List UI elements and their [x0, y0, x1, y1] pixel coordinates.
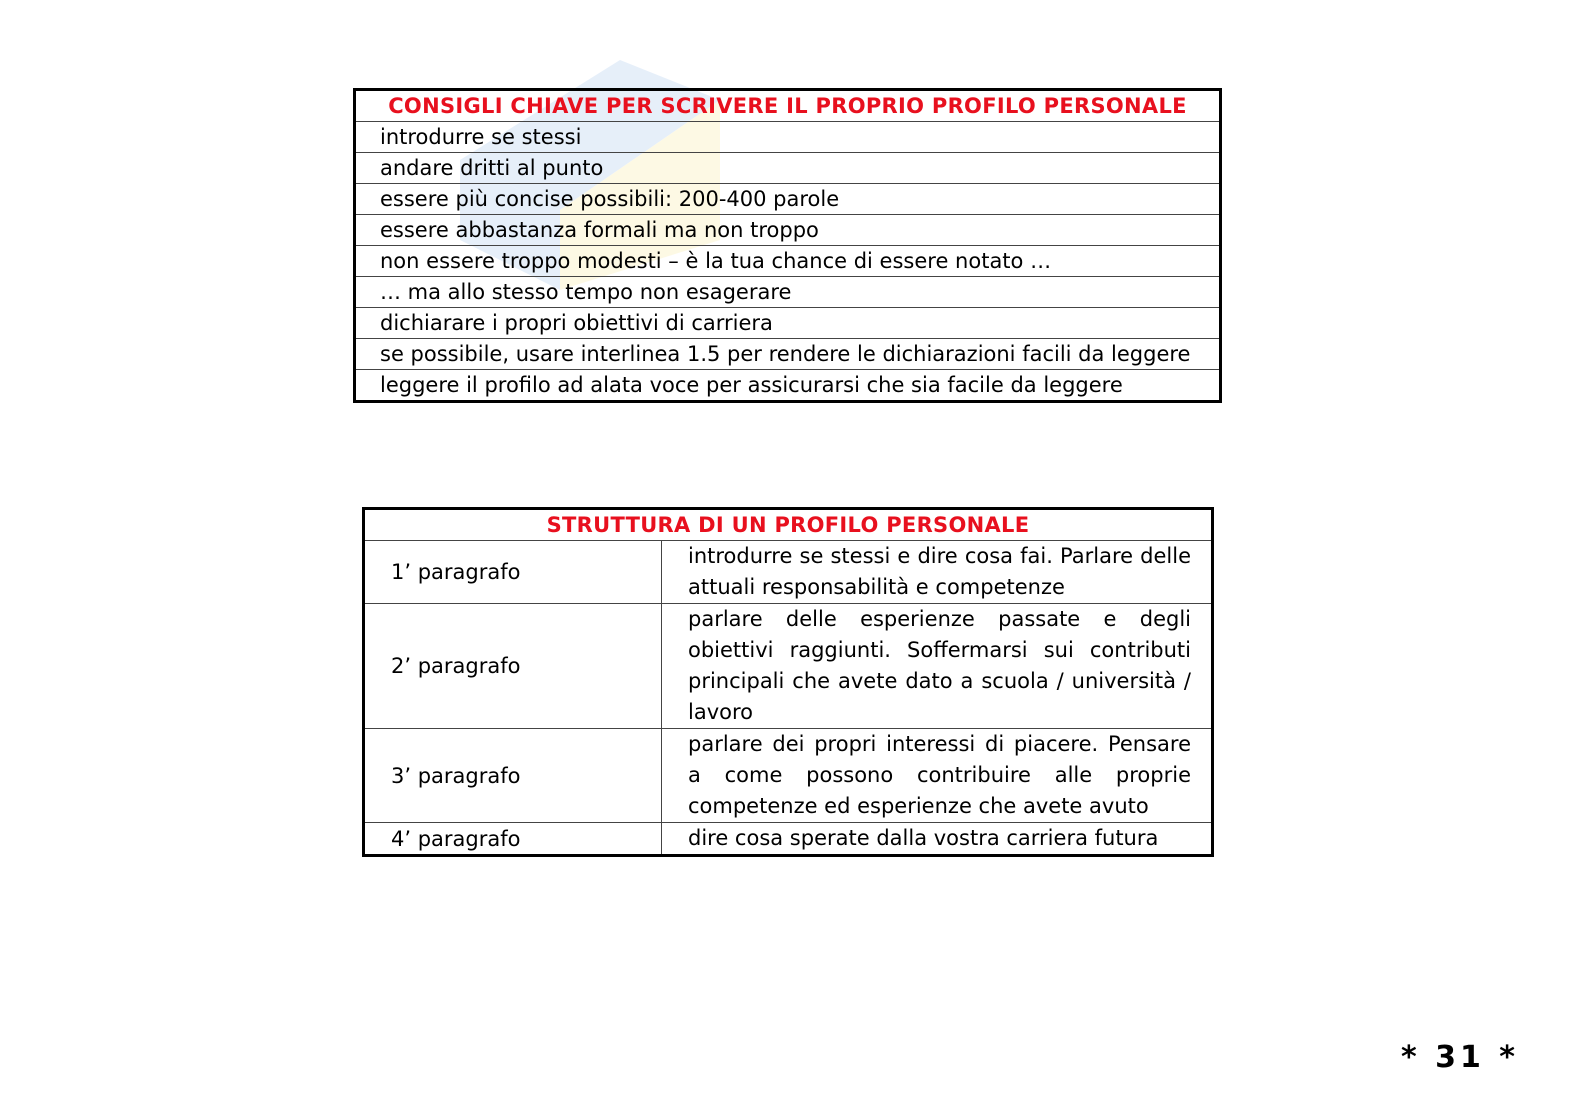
tip-item: non essere troppo modesti – è la tua chance di essere notato … — [355, 246, 1221, 277]
table-row — [364, 541, 1213, 604]
structure-table-title: STRUTTURA DI UN PROFILO PERSONALE — [364, 509, 1213, 541]
tip-item: dichiarare i propri obiettivi di carriera — [355, 308, 1221, 339]
tip-item: se possibile, usare interlinea 1.5 per rendere le dichiarazioni facili da leggere — [355, 339, 1221, 370]
tip-item: introdurre se stessi — [355, 122, 1221, 153]
table-row — [364, 823, 1213, 856]
structure-table — [362, 507, 1214, 857]
tips-table-title: CONSIGLI CHIAVE PER SCRIVERE IL PROPRIO PROFILO PERSONALE — [355, 90, 1221, 122]
table-row — [364, 604, 1213, 729]
tip-item: leggere il profilo ad alata voce per assicurarsi che sia facile da leggere — [355, 370, 1221, 402]
table-row — [364, 729, 1213, 823]
paragraph-label: 1’ paragrafo — [364, 541, 662, 604]
paragraph-label: 3’ paragrafo — [364, 729, 662, 823]
tip-item: andare dritti al punto — [355, 153, 1221, 184]
paragraph-description: introdurre se stessi e dire cosa fai. Parlare delle attuali responsabilità e competenze — [662, 541, 1213, 604]
paragraph-description: dire cosa sperate dalla vostra carriera futura — [662, 823, 1213, 856]
paragraph-description: parlare dei propri interessi di piacere. Pensare a come possono contribuire alle proprie competenze ed esperienze che avete avuto — [662, 729, 1213, 823]
tip-item: essere abbastanza formali ma non troppo — [355, 215, 1221, 246]
paragraph-description: parlare delle esperienze passate e degli obiettivi raggiunti. Soffermarsi sui contributi principali che avete dato a scuola / università / lavoro — [662, 604, 1213, 729]
paragraph-label: 4’ paragrafo — [364, 823, 662, 856]
tips-table — [353, 88, 1222, 403]
tip-item: essere più concise possibili: 200-400 parole — [355, 184, 1221, 215]
paragraph-label: 2’ paragrafo — [364, 604, 662, 729]
tip-item: … ma allo stesso tempo non esagerare — [355, 277, 1221, 308]
page-number: * 31 * — [1400, 1040, 1519, 1075]
